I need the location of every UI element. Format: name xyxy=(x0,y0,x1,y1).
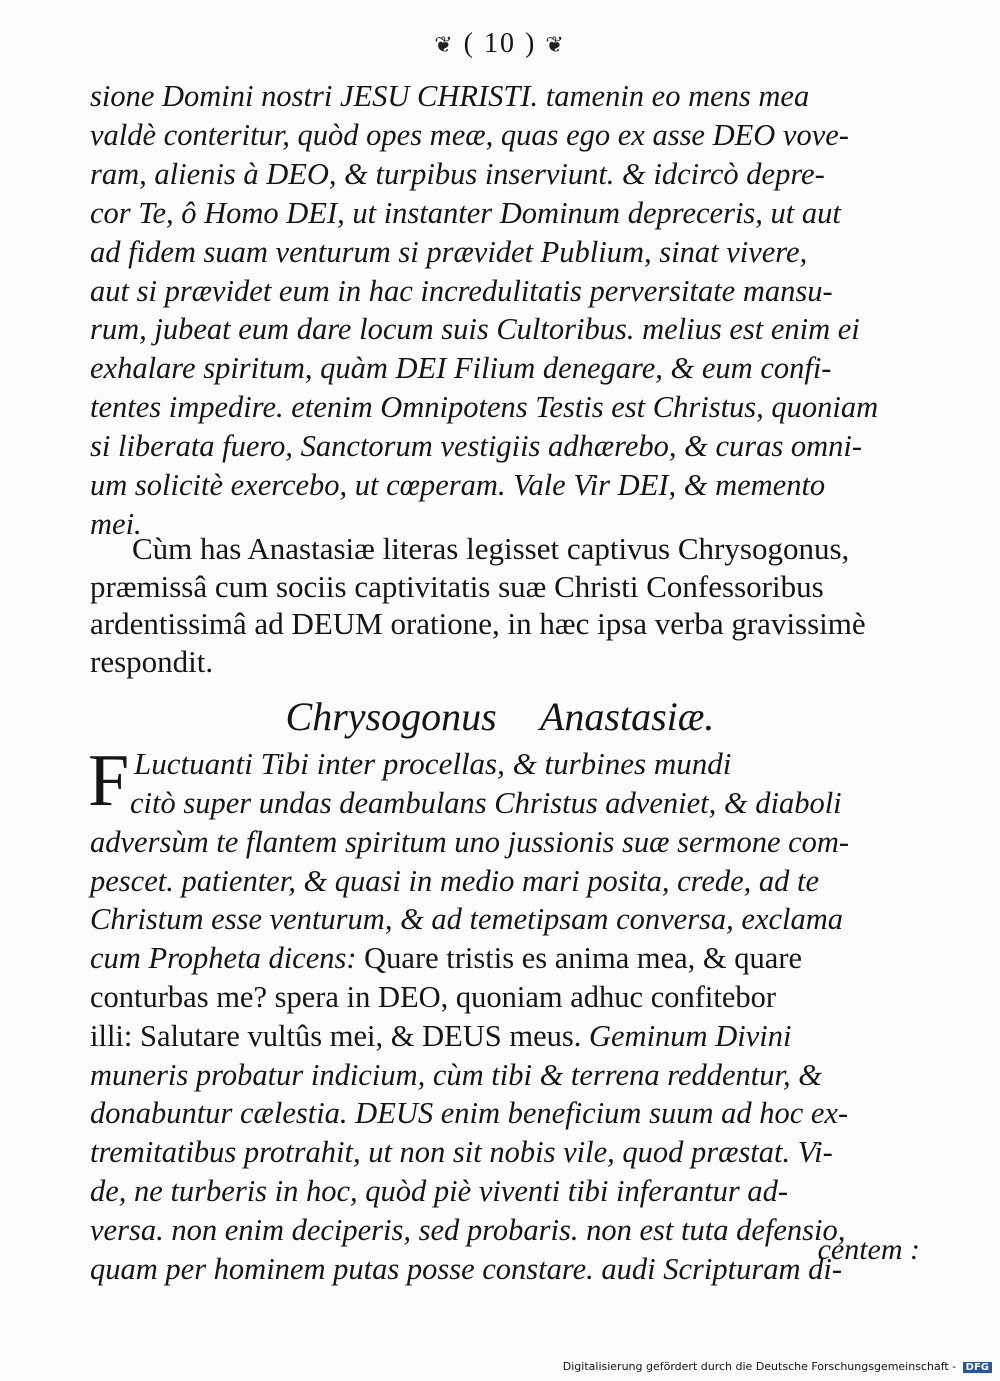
text-line: muneris probatur indicium, cùm tibi & terrena reddentur, & xyxy=(90,1057,822,1092)
letter-first-line: Luctuanti Tibi inter procellas, & turbines mundi xyxy=(134,746,732,781)
text-line: tremitatibus protrahit, ut non sit nobis vile, quod præstat. Vi- xyxy=(90,1135,833,1170)
text-line: præmissâ cum sociis captivitatis suæ Christi Confessoribus xyxy=(90,568,824,604)
text-line: ram, alienis à DEO, & turpibus inserviunt. & idcircò depre- xyxy=(90,156,825,191)
text-line: Cùm has Anastasiæ literas legisset captivus Chrysogonus, xyxy=(132,531,850,566)
text-line: rum, jubeat eum dare locum suis Cultoribus. melius est enim ei xyxy=(90,312,860,347)
text-line: adversùm te flantem spiritum uno jussionis suæ sermone com- xyxy=(90,824,850,859)
text-line: exhalare spiritum, quàm DEI Filium denegare, & eum confi- xyxy=(90,351,832,386)
text-line: illi: Salutare vultûs mei, & DEUS meus. Geminum Divini xyxy=(90,1018,792,1053)
text-line: Christum esse venturum, & ad temetipsam conversa, exclama xyxy=(90,902,844,937)
text-line: pescet. patienter, & quasi in medio mari posita, crede, ad te xyxy=(90,863,820,898)
text-line: sione Domini nostri JESU CHRISTI. tamenin eo mens mea xyxy=(90,79,810,113)
text-line: cor Te, ô Homo DEI, ut instanter Dominum depreceris, ut aut xyxy=(90,195,841,230)
text-line: cum Propheta dicens: Quare tristis es anima mea, & quare xyxy=(90,941,803,976)
ornament-left-icon: ❦ xyxy=(434,32,455,57)
text-line: um solicitè exercebo, ut cœperam. Vale Vir DEI, & memento xyxy=(90,468,826,503)
text-line: donabuntur cælestia. DEUS enim beneficium suum ad hoc ex- xyxy=(90,1096,849,1131)
letter-heading: Chrysogonus Anastasiæ. xyxy=(285,694,715,739)
text-line: respondit. xyxy=(90,643,214,679)
text-line: tentes impedire. etenim Omnipotens Testis est Christus, quoniam xyxy=(90,390,879,425)
footer-text: Digitalisierung gefördert durch die Deutsche Forschungsgemeinschaft - xyxy=(562,1360,957,1373)
text-line: ad fidem suam venturum si prævidet Publium, sinat vivere, xyxy=(90,234,808,269)
text-line: de, ne turberis in hoc, quòd piè viventi tibi inferantur ad- xyxy=(90,1173,789,1208)
text-line: mei. xyxy=(90,506,142,541)
ornament-right-icon: ❦ xyxy=(545,32,566,57)
narration-paragraph xyxy=(90,530,935,680)
catchword: centem : xyxy=(817,1233,920,1266)
text-line: valdè conteritur, quòd opes meæ, quas ego ex asse DEO vove- xyxy=(90,117,849,152)
text-line: ardentissimâ ad DEUM oratione, in hæc ipsa verba gravissimè xyxy=(90,606,866,641)
page-number: ( 10 ) xyxy=(463,28,537,59)
text-line: quam per hominem putas posse constare. audi Scripturam di- xyxy=(90,1251,843,1286)
page-header xyxy=(0,28,1000,60)
dfg-logo-icon[interactable]: DFG xyxy=(963,1362,992,1373)
digitization-footer xyxy=(563,1360,992,1373)
text-line: citò super undas deambulans Christus adveniet, & diaboli xyxy=(130,786,842,820)
drop-capital: F xyxy=(88,740,130,822)
text-line: si liberata fuero, Sanctorum vestigiis adhærebo, & curas omni- xyxy=(90,429,863,464)
text-line: conturbas me? spera in DEO, quoniam adhuc confitebor xyxy=(90,979,777,1014)
letter-body xyxy=(90,784,935,1288)
letter-continuation xyxy=(90,77,935,544)
text-line: aut si prævidet eum in hac incredulitatis perversitate mansu- xyxy=(90,273,833,308)
text-line: versa. non enim deciperis, sed probaris. non est tuta defensio, xyxy=(90,1212,846,1247)
